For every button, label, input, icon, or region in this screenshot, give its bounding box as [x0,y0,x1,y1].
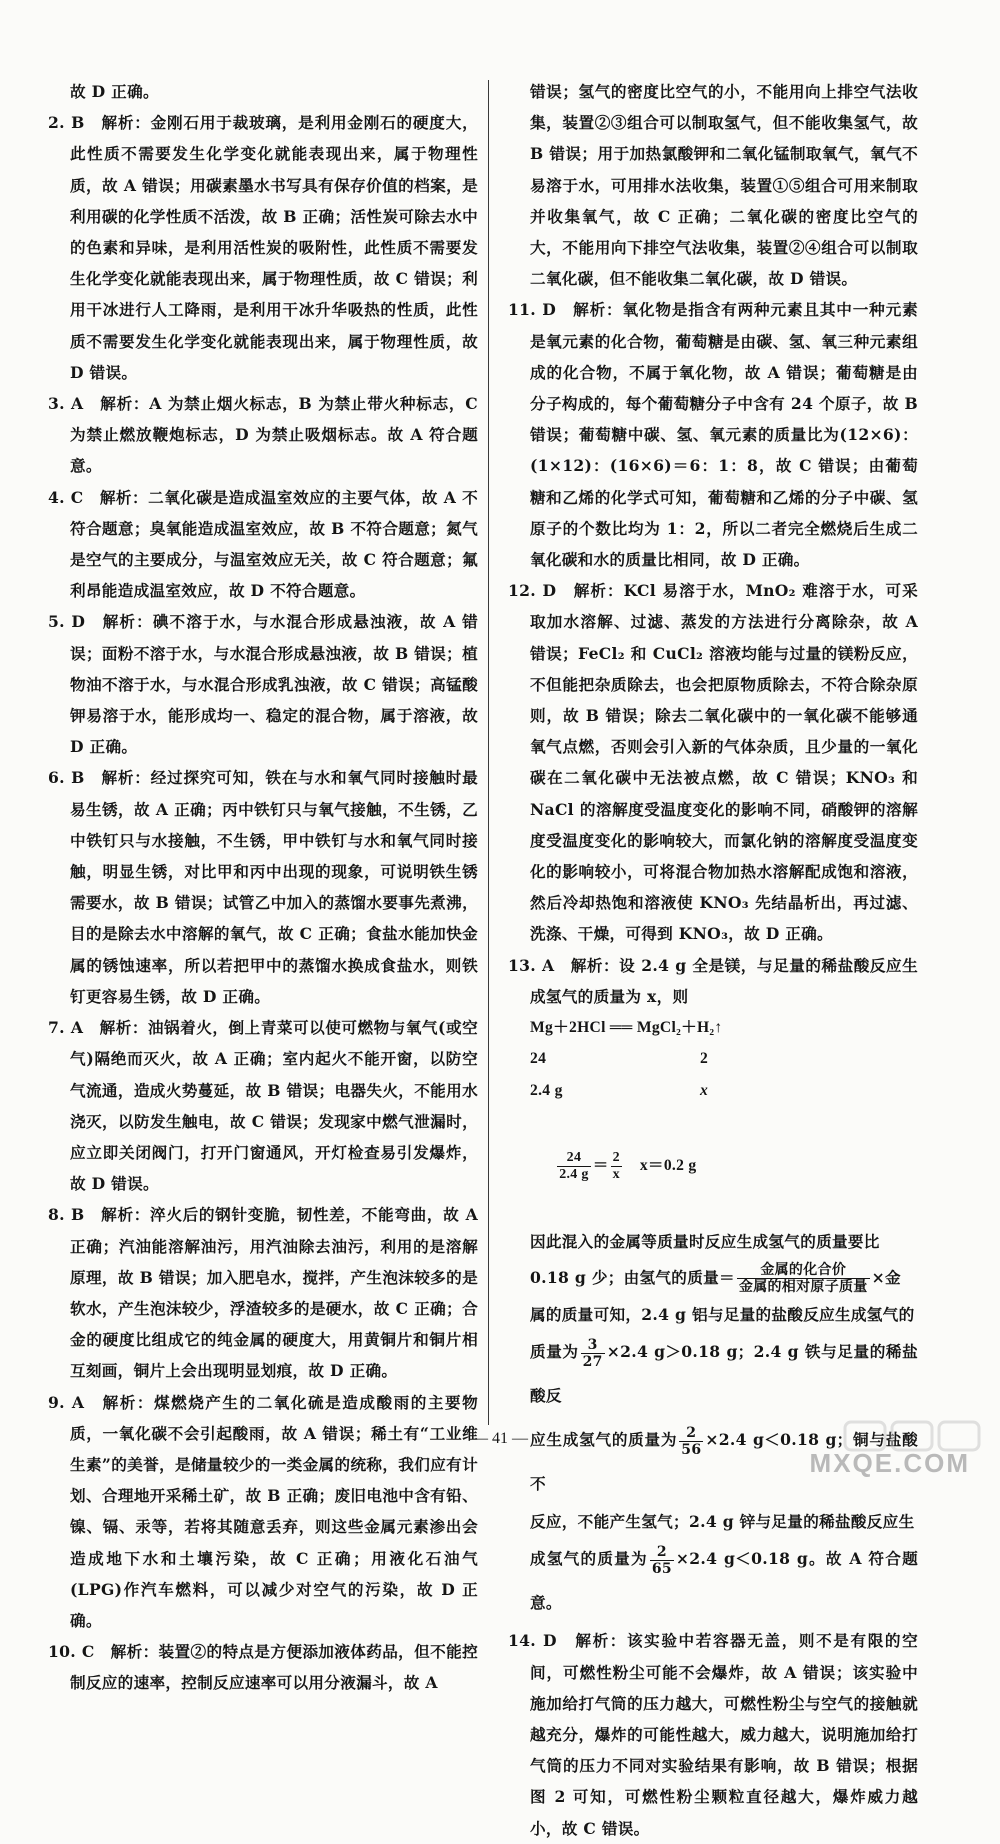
answer-6 [48,762,478,1012]
answer-number: 7. A [48,1018,84,1038]
answer-10 [48,1636,478,1698]
answer-7 [48,1012,478,1199]
fraction [611,1150,622,1183]
analysis-line: 属的质量可知，2.4 g 铝与足量的盐酸反应生成氢气的 [530,1304,915,1324]
analysis-line [530,1330,918,1418]
answer-9 [48,1387,478,1637]
calculation-block [508,1012,918,1625]
proportion-equation: $\frac{24}{2.4 g}$ ＝ $\frac{2}{x}$ x＝0.2 g [559,1149,697,1182]
answer-4 [48,482,478,607]
text-fragment: ×2.4 g＜0.18 g。故 A 符合题意。 [530,1549,918,1613]
answer-text: 解析：KCl 易溶于水，MnO₂ 难溶于水，可采取加水溶解、过滤、蒸发的方法进行分离除杂，故 A 错误；FeCl₂ 和 CuCl₂ 溶液均能与过量的镁粉反应，不但能把杂质除去，也会把原物质除去，不符合除杂原则，故 B 错误；除去二氧化碳中的一氧化碳不能够通氧气点燃，否则会引入新的气体杂质，且少量的一氧化碳在二氧化碳中无法被点燃，故 C 错误；KNO₃ 和 NaCl 的溶解度受温度变化的影响不同，硝酸钾的溶解度受温度变化的影响较大，而氯化钠的溶解度受温度变化的影响较小，可将混合物加热水溶解配成饱和溶液，然后冷却热饱和溶液使 KNO₃ 先结晶析出，再过滤、洗涤、干燥，可得到 KNO₃，故 D 正确。 [530,581,918,944]
answer-text: 解析：二氧化碳是造成温室效应的主要气体，故 A 不符合题意；臭氧能造成温室效应，故 B 不符合题意；氮气是空气的主要成分，与温室效应无关，故 C 符合题意；氟利昂能造成温室效应，故 D 不符合题意。 [70,487,478,601]
h2-unknown: x [700,1081,709,1099]
answer-text: 解析：煤燃烧产生的二氧化硫是造成酸雨的主要物质，一氧化碳不会引起酸雨，故 A 错误；稀土有“工业维生素”的美誉，是储量较少的一类金属的统称，我们应有计划、合理地开采稀土矿，故 B 正确；废旧电池中含有铅、镍、镉、汞等，若将其随意丢弃，则这些金属元素渗出会造成地下水和土壤污染，故 C 正确；用液化石油气(LPG)作汽车燃料，可以减少对空气的污染，故 D 正确。 [70,1392,478,1630]
text-fragment: ×2.4 g＞0.18 g；2.4 g 铁与足量的稀盐酸反 [530,1342,918,1406]
answer-10-continuation: 错误；氢气的密度比空气的小，不能用向上排空气法收集，装置②③组合可以制取氢气，但不能收集氢气，故 B 错误；用于加热氯酸钾和二氧化锰制取氧气，氧气不易溶于水，可用排水法收集，装置①⑤组合可用来制取并收集氧气，故 C 正确；二氧化碳的密度比空气的大，不能用向下排空气法收集，装置②④组合可以制取二氧化碳，但不能收集二氧化碳，故 D 错误。 [530,82,918,289]
denominator: x [612,1166,620,1182]
answer-14 [508,1625,918,1843]
answer-number: 8. B [48,1205,85,1225]
watermark-text: MXQE.COM [809,1448,970,1478]
answer-number: 3. A [48,394,84,414]
numerator: 2 [612,1149,620,1165]
analysis-line: 因此混入的金属等质量时反应生成氢气的质量要比 [530,1231,880,1251]
denominator: 65 [651,1560,672,1577]
denominator: 2.4 g [559,1166,589,1182]
answer-text: 解析：装置②的特点是方便添加液体药品，但不能控制反应的速率，控制反应速率可以用分液漏斗，故 A [70,1642,478,1693]
left-column [48,76,478,1699]
chemical-equation: Mg＋2HCl ══ MgCl₂＋H₂↑ [530,1019,723,1037]
text-fragment: 质量为 [530,1342,579,1362]
ratio-row-2 [530,1075,918,1106]
answer-8 [48,1199,478,1386]
answer-number: 9. A [48,1392,85,1412]
text-fragment: ×2.4 g＜0.18 g；铜与盐酸不 [530,1430,918,1494]
numerator: 金属的化合价 [737,1262,870,1279]
mg-mass-ratio: 24 [530,1050,547,1068]
answer-number: 4. C [48,487,84,507]
text-fragment: ×金 [871,1267,901,1287]
h2-mass-ratio: 2 [700,1050,709,1068]
denominator: 56 [681,1441,702,1458]
answer-text: 解析：A 为禁止烟火标志，B 为禁止带火种标志，C 为禁止燃放鞭炮标志，D 为禁止吸烟标志。故 A 符合题意。 [70,394,478,476]
analysis-line [530,1257,918,1299]
analysis-line: 反应，不能产生氢气；2.4 g 锌与足量的稀盐酸反应生 [530,1512,915,1532]
answer-11 [508,294,918,575]
numerator: 24 [557,1150,591,1167]
answer-number: 14. D [508,1631,557,1651]
calculation-result: x＝0.2 g [639,1156,697,1174]
answer-number: 5. D [48,612,86,632]
denominator: 金属的相对原子质量 [738,1279,868,1296]
answer-number: 10. C [48,1642,95,1662]
text-fragment: 成氢气的质量为 [530,1549,648,1569]
text-fragment: 0.18 g 少；由氢气的质量＝ [530,1267,735,1287]
numerator: 3 [581,1337,605,1354]
answer-text: 解析：该实验中若容器无盖，则不是有限的空间，可燃性粉尘可能不会爆炸，故 A 错误；该实验中施加给打气筒的压力越大，可燃性粉尘与空气的接触就越充分，爆炸的可能性越大，威力越大，说明施加给打气筒的压力不同对实验结果有影响，故 B 错误；根据图 2 可知，可燃性粉尘颗粒直径越大，爆炸威力越小，故 C 错误。 [530,1631,918,1838]
text-fragment: 应生成氢气的质量为 [530,1430,678,1450]
answer-text: 解析：经过探究可知，铁在与水和氧气同时接触时最易生锈，故 A 正确；丙中铁钉只与氧气接触，不生锈，乙中铁钉只与水接触，不生锈，甲中铁钉与水和氧气同时接触，明显生锈，对比甲和丙中出现的现象，可说明铁生锈需要水，故 B 错误；试管乙中加入的蒸馏水要事先煮沸，目的是除去水中溶解的氧气，故 C 正确；食盐水能加快金属的锈蚀速率，所以若把甲中的蒸馏水换成食盐水，则铁钉更容易生锈，故 D 正确。 [70,768,478,1006]
q1-continuation: 故 D 正确。 [70,82,159,101]
answer-12 [508,575,918,949]
denominator: 27 [582,1353,603,1370]
formula-fraction [737,1262,870,1295]
answer-text: 解析：碘不溶于水，与水混合形成悬浊液，故 A 错误；面粉不溶于水，与水混合形成悬浊液，故 B 错误；植物油不溶于水，与水混合形成乳浊液，故 C 错误；高锰酸钾易溶于水，能形成均一、稳定的混合物，属于溶液，故 D 正确。 [70,612,478,757]
numerator: 2 [650,1544,674,1561]
answer-number: 12. D [508,581,557,601]
fraction [557,1150,591,1183]
analysis-line [530,1537,918,1625]
page-number: — 41 — [472,1430,528,1447]
column-divider [488,80,489,1425]
answer-text: 解析：油锅着火，倒上青菜可以使可燃物与氧气(或空气)隔绝而灭火，故 A 正确；室内起火不能开窗，以防空气流通，造成火势蔓延，故 B 错误；电器失火，不能用水浇灭，以防发生触电，故 C 错误；发现家中燃气泄漏时，应立即关闭阀门，打开门窗通风，开灯检查易引发爆炸，故 D 错误。 [70,1018,478,1194]
answer-2 [48,107,478,388]
answer-text: 解析：淬火后的钢针变脆，韧性差，不能弯曲，故 A 正确；汽油能溶解油污，用汽油除去油污，利用的是溶解原理，故 B 错误；加入肥皂水，搅拌，产生泡沫较多的是软水，产生泡沫较少，浮渣较多的是硬水，故 C 正确；合金的硬度比组成它的纯金属的硬度大，用黄铜片和铜片相互刻画，铜片上会出现明显划痕，故 D 正确。 [70,1205,478,1381]
answer-13 [508,950,918,1012]
answer-number: 11. D [508,300,557,320]
answer-number: 2. B [48,113,85,133]
aluminium-fraction [581,1337,605,1370]
ratio-row-1 [530,1043,918,1074]
answer-text: 解析：金刚石用于裁玻璃，是利用金刚石的硬度大，此性质不需要发生化学变化就能表现出来，属于物理性质，故 A 错误；用碳素墨水书写具有保存价值的档案，是利用碳的化学性质不活泼，故 B 正确；活性炭可除去水中的色素和异味，是利用活性炭的吸附性，此性质不需要发生化学变化就能表现出来，属于物理性质，故 C 错误；利用干冰进行人工降雨，是利用干冰升华吸热的性质，此性质不需要发生化学变化就能表现出来，属于物理性质，故 D 错误。 [70,113,478,382]
zinc-fraction [650,1544,674,1577]
mg-actual-mass: 2.4 g [530,1081,563,1099]
answer-5 [48,606,478,762]
answer-number: 6. B [48,768,85,788]
answer-number: 13. A [508,955,555,975]
answer-text: 解析：氧化物是指含有两种元素且其中一种元素是氧元素的化合物，葡萄糖是由碳、氢、氧三种元素组成的化合物，不属于氧化物，故 A 错误；葡萄糖是由分子构成的，每个葡萄糖分子中含有 24 个原子，故 B 错误；葡萄糖中碳、氢、氧元素的质量比为(12×6)：(1×12)：(16×6)＝6：1：8，故 C 错误；由葡萄糖和乙烯的化学式可知，葡萄糖和乙烯的分子中碳、氢原子的个数比均为 1：2，所以二者完全燃烧后生成二氧化碳和水的质量比相同，故 D 正确。 [530,300,918,570]
answer-text: 解析：设 2.4 g 全是镁，与足量的稀盐酸反应生成氢气的质量为 x，则 [530,955,918,1006]
numerator: 2 [679,1425,703,1442]
answer-3 [48,388,478,482]
right-column [508,76,918,1844]
